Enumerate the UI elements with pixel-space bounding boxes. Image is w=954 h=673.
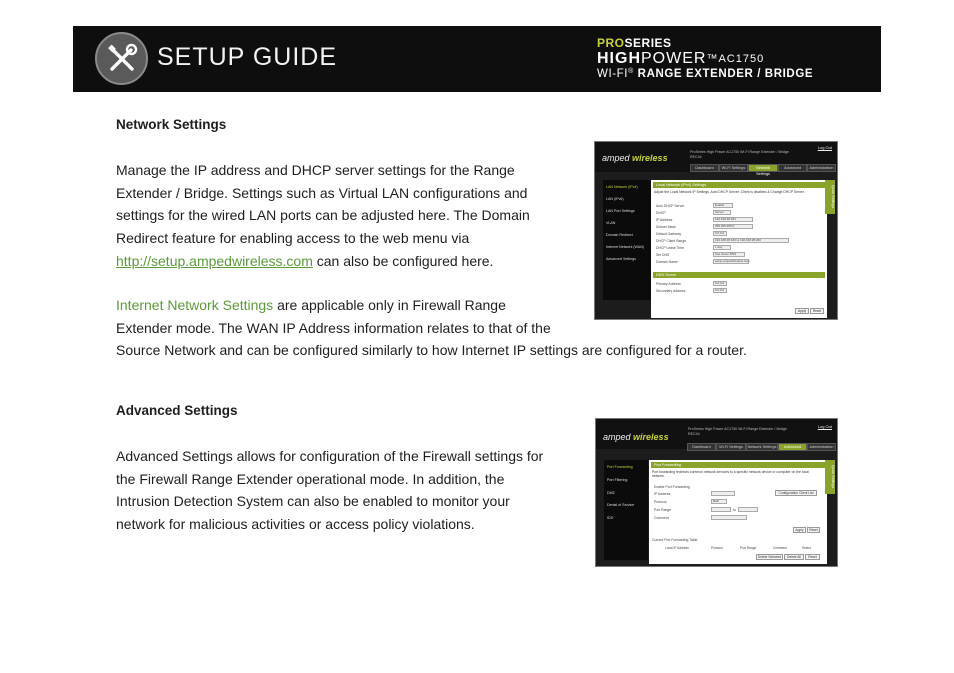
reset-button[interactable]: Reset — [810, 308, 824, 314]
port-range-start[interactable] — [711, 507, 731, 512]
sidebar-item-ids[interactable]: IDS — [607, 516, 613, 520]
quick-settings-tab[interactable]: Quick Settings — [825, 460, 835, 494]
sidebar-item-advanced[interactable]: Advanced Settings — [606, 257, 636, 261]
advanced-settings-heading: Advanced Settings — [116, 403, 238, 418]
reset-button[interactable]: Reset — [807, 527, 820, 533]
setup-guide-title: SETUP GUIDE — [157, 43, 338, 71]
setup-url-link[interactable]: http://setup.ampedwireless.com — [116, 252, 313, 269]
client-list-button[interactable]: Configuration Client List — [775, 490, 817, 496]
gateway-input[interactable]: 0.0.0.0 — [713, 231, 727, 236]
lease-time-select[interactable]: 1 day — [713, 245, 731, 250]
protocol-select[interactable]: Both — [711, 499, 727, 504]
sidebar-item-lan-ipv6[interactable]: LAN (IPv6) — [606, 197, 624, 201]
tab-wifi-settings[interactable]: Wi-Fi Settings — [716, 443, 746, 451]
pf-ip-input[interactable] — [711, 491, 735, 496]
sidebar-item-vlan[interactable]: VLAN — [606, 221, 616, 225]
tab-administration[interactable]: Administration — [807, 164, 836, 172]
advanced-settings-screenshot: amped wireless ProSeries High Power AC1750 Wi-Fi Range Extender / Bridge REC44 Log Out Dashboard Wi-Fi Settings Network Settings Advanced Administration Port Forwarding Port Filtering DMZ Denial of Service IDS Port Forwarding Port forwarding redirects common network services to a specific network device or computer on the local network. Enable Port Forwarding IP Address Configuration Client List Protocol Both Port Range to Comment Apply Reset Current Port Forwarding Table Local IP Address Protocol Port Range Comment Select Delete Selected Delete All Reset Quick Settings — [595, 418, 838, 567]
dhcp-select[interactable]: Server — [713, 210, 731, 215]
brand-logo: PROSERIES $HIGHPOWER^{™AC1750}$ WI-FI® RANGE EXTENDER / BRIDGE — [597, 36, 814, 80]
network-settings-heading: Network Settings — [116, 117, 227, 132]
amped-wireless-logo: amped wireless — [603, 432, 669, 442]
table-reset-button[interactable]: Reset — [805, 554, 820, 560]
ip-address-input[interactable]: 192.168.38.254 — [713, 217, 753, 222]
domain-name-input[interactable]: setup.ampedwireless.com — [715, 259, 750, 263]
amped-wireless-logo: amped wireless — [602, 153, 668, 163]
settings-panel: Port Forwarding Port forwarding redirects common network services to a specific network device or computer on the local network. Enable Port Forwarding IP Address Configuration Client List Protocol Both Port Range to Comment Apply Reset Current Port Forwarding Table Local IP Address Protocol Port Range Comment Select Delete Selected Delete All Reset — [649, 460, 827, 564]
delete-all-button[interactable]: Delete All — [784, 554, 804, 560]
apply-button[interactable]: Apply — [793, 527, 806, 533]
auto-dhcp-select[interactable]: Enable — [713, 203, 733, 208]
secondary-dns-input[interactable]: 0.0.0.0 — [713, 288, 727, 293]
tab-network-settings[interactable]: Network Settings — [748, 164, 778, 172]
tab-advanced[interactable]: Advanced — [778, 443, 807, 451]
tab-advanced[interactable]: Advanced — [778, 164, 807, 172]
logout-link[interactable]: Log Out — [817, 145, 832, 150]
subnet-mask-input[interactable]: 255.255.255.0 — [713, 224, 753, 229]
port-range-end[interactable] — [738, 507, 758, 512]
sidebar — [604, 460, 648, 560]
tools-icon — [95, 32, 148, 85]
delete-selected-button[interactable]: Delete Selected — [757, 555, 782, 559]
set-dns-select[interactable]: Use Given DNS — [713, 252, 745, 257]
sidebar-item-lan-ipv4[interactable]: LAN Network (IPv4) — [606, 185, 638, 189]
dhcp-range-input[interactable]: 192.168.38.100 to 192.168.38.200 — [713, 238, 789, 243]
sidebar-item-domain-redirect[interactable]: Domain Redirect — [606, 233, 633, 237]
sidebar-item-port-filtering[interactable]: Port Filtering — [607, 478, 628, 482]
primary-dns-input[interactable]: 0.0.0.0 — [713, 281, 727, 286]
sidebar-item-dos[interactable]: Denial of Service — [607, 503, 635, 507]
quick-settings-tab[interactable]: Quick Settings — [825, 180, 835, 214]
tab-dashboard[interactable]: Dashboard — [687, 443, 716, 451]
tab-wifi-settings[interactable]: Wi-Fi Settings — [719, 164, 748, 172]
sidebar-item-dmz[interactable]: DMZ — [607, 491, 615, 495]
logout-link[interactable]: Log Out — [817, 424, 832, 429]
advanced-settings-paragraph: Advanced Settings allows for configuration of the Firewall settings for the Firewall Range Extender operational mode. In addition, the Intrusion Detection System can also be enabled to monitor your network for malicious activities or access policy violations. — [116, 448, 544, 533]
apply-button[interactable]: Apply — [795, 308, 809, 314]
sidebar-item-port-forwarding[interactable]: Port Forwarding — [607, 465, 633, 469]
sidebar-item-lan-port[interactable]: LAN Port Settings — [606, 209, 635, 213]
tab-administration[interactable]: Administration — [807, 443, 836, 451]
header-banner — [73, 26, 881, 92]
comment-input[interactable] — [711, 515, 747, 520]
sidebar — [603, 180, 651, 300]
tab-dashboard[interactable]: Dashboard — [690, 164, 719, 172]
sidebar-item-wan[interactable]: Internet Network (WAN) — [606, 245, 645, 249]
network-settings-screenshot: amped wireless ProSeries High Power AC1750 Wi-Fi Range Extender / Bridge REC44 Log Out Dashboard Wi-Fi Settings Network Settings Advanced Administration LAN Network (IPv4) LAN (IPv6) LAN Port Settings VLAN Domain Redirect Internet Network (WAN) Advanced Settings Local Network (IPv4) Settings Adjust the Local Network IP Settings. Auto DHCP Server: Client is disabled & Change DHCP Server. Auto DHCP Server Enable DHCP Server IP Address 192.168.38.254 Subnet Mask 255.255.255.0 Default Gateway 0.0.0.0 DHCP Client Range 192.168.38.100 to 192.168.38.200 DHCP Lease Time 1 day Set DNS Use Given DNS Domain Name setup.ampedwireless.com DNS Server Primary Address 0.0.0.0 Secondary Address 0.0.0.0 Apply Reset Quick Settings — [594, 141, 838, 320]
internet-network-settings-term: Internet Network Settings — [116, 297, 274, 313]
internet-settings-paragraph: Internet Network Settings are applicable only in Firewall Range Extender mode. The WAN IP Address information relates to that of the Source Network and can be configured similarly to how Internet IP settings are configured for a router. — [116, 297, 747, 359]
network-settings-paragraph: Manage the IP address and DHCP server settings for the Range Extender / Bridge. Settings such as Virtual LAN configurations and settings for the wired LAN ports can be adjusted here. The Domain Redirect feature for enabling access to the web menu via http://setup.ampedwireless.com can also be configured here. — [116, 162, 530, 269]
tab-network-settings[interactable]: Network Settings — [747, 445, 777, 449]
settings-panel: Local Network (IPv4) Settings Adjust the Local Network IP Settings. Auto DHCP Server: Client is disabled & Change DHCP Server. Auto DHCP Server Enable DHCP Server IP Address 192.168.38.254 Subnet Mask 255.255.255.0 Default Gateway 0.0.0.0 DHCP Client Range 192.168.38.100 to 192.168.38.200 DHCP Lease Time 1 day Set DNS Use Given DNS Domain Name setup.ampedwireless.com DNS Server Primary Address 0.0.0.0 Secondary Address 0.0.0.0 Apply Reset — [651, 180, 827, 318]
